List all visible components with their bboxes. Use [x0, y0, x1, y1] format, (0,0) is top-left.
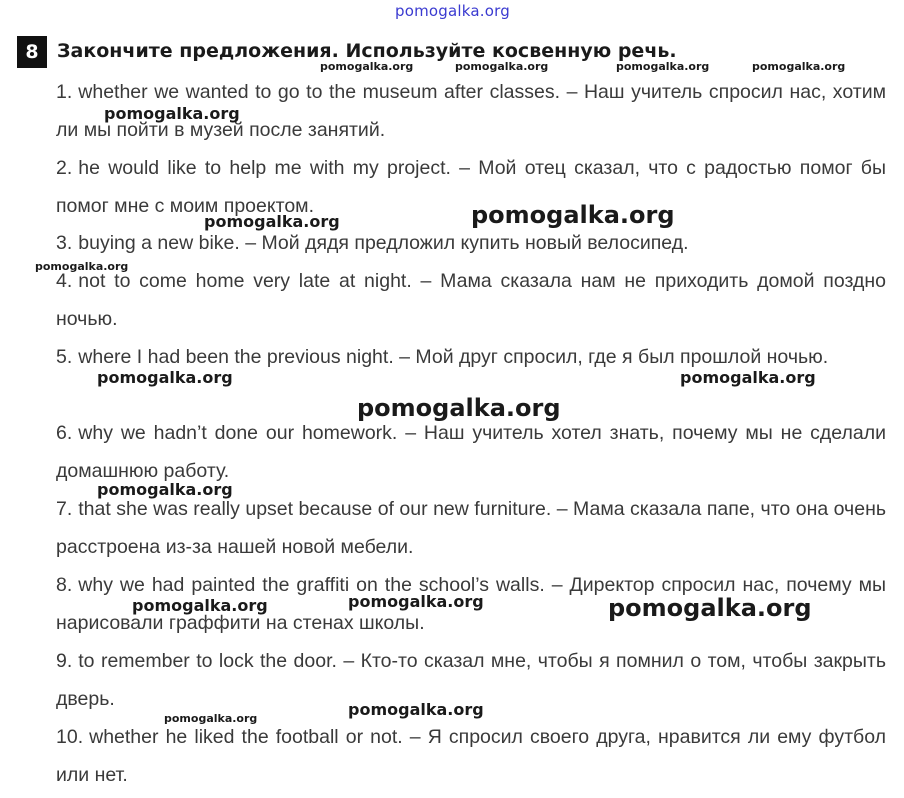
watermark: pomogalka.org	[616, 60, 710, 73]
item-number: 2.	[56, 157, 73, 179]
item-number: 7.	[56, 498, 73, 520]
item-number: 8.	[56, 574, 73, 596]
item-text: why we hadn’t done our homework. – Наш учитель хотел знать, почему мы не сделали домашнюю работу.	[56, 422, 886, 482]
watermark: pomogalka.org	[132, 596, 268, 615]
item-number: 5.	[56, 346, 73, 368]
item-text: where I had been the previous night. – Мой друг спросил, где я был прошлой ночью.	[78, 346, 829, 368]
exercise-number-badge: 8	[17, 36, 47, 68]
watermark: pomogalka.org	[204, 212, 340, 231]
item-number: 9.	[56, 650, 73, 672]
item-number: 1.	[56, 81, 73, 103]
watermark: pomogalka.org	[471, 201, 675, 229]
item-text: whether we wanted to go to the museum after classes. – Наш учитель спросил нас, хотим ли мы пойти в музей после занятий.	[56, 81, 886, 141]
watermark: pomogalka.org	[680, 368, 816, 387]
item-text: to remember to lock the door. – Кто-то сказал мне, чтобы я помнил о том, чтобы закрыть дверь.	[56, 650, 886, 710]
watermark: pomogalka.org	[455, 60, 549, 73]
watermark-top: pomogalka.org	[395, 2, 510, 20]
exercise-title: Закончите предложения. Используйте косвенную речь.	[57, 40, 677, 62]
watermark: pomogalka.org	[164, 712, 258, 725]
watermark: pomogalka.org	[752, 60, 846, 73]
item-number: 10.	[56, 726, 84, 748]
item-text: whether he liked the football or not. – Я спросил своего друга, нравится ли ему футбол или нет.	[56, 726, 886, 786]
list-item	[56, 262, 886, 338]
watermark: pomogalka.org	[608, 594, 812, 622]
list-item	[56, 414, 886, 490]
item-text: why we had painted the graffiti on the school’s walls. – Директор спросил нас, почему мы нарисовали граффити на стенах школы.	[56, 574, 886, 634]
item-text: that she was really upset because of our new furniture. – Мама сказала папе, что она очень расстроена из-за нашей новой мебели.	[56, 498, 886, 558]
watermark: pomogalka.org	[320, 60, 414, 73]
list-item	[56, 718, 886, 794]
watermark: pomogalka.org	[348, 592, 484, 611]
watermark: pomogalka.org	[35, 260, 129, 273]
watermark: pomogalka.org	[104, 104, 240, 123]
watermark: pomogalka.org	[357, 394, 561, 422]
item-number: 6.	[56, 422, 73, 444]
watermark: pomogalka.org	[97, 480, 233, 499]
list-item	[56, 224, 886, 262]
list-item	[56, 490, 886, 566]
item-text: he would like to help me with my project. – Мой отец сказал, что с радостью помог бы помог мне с моим проектом.	[56, 157, 886, 217]
watermark: pomogalka.org	[97, 368, 233, 387]
item-number: 4.	[56, 270, 73, 292]
watermark: pomogalka.org	[348, 700, 484, 719]
item-text: not to come home very late at night. – Мама сказала нам не приходить домой поздно ночью.	[56, 270, 886, 330]
item-text: buying a new bike. – Мой дядя предложил купить новый велосипед.	[78, 232, 689, 254]
item-number: 3.	[56, 232, 73, 254]
